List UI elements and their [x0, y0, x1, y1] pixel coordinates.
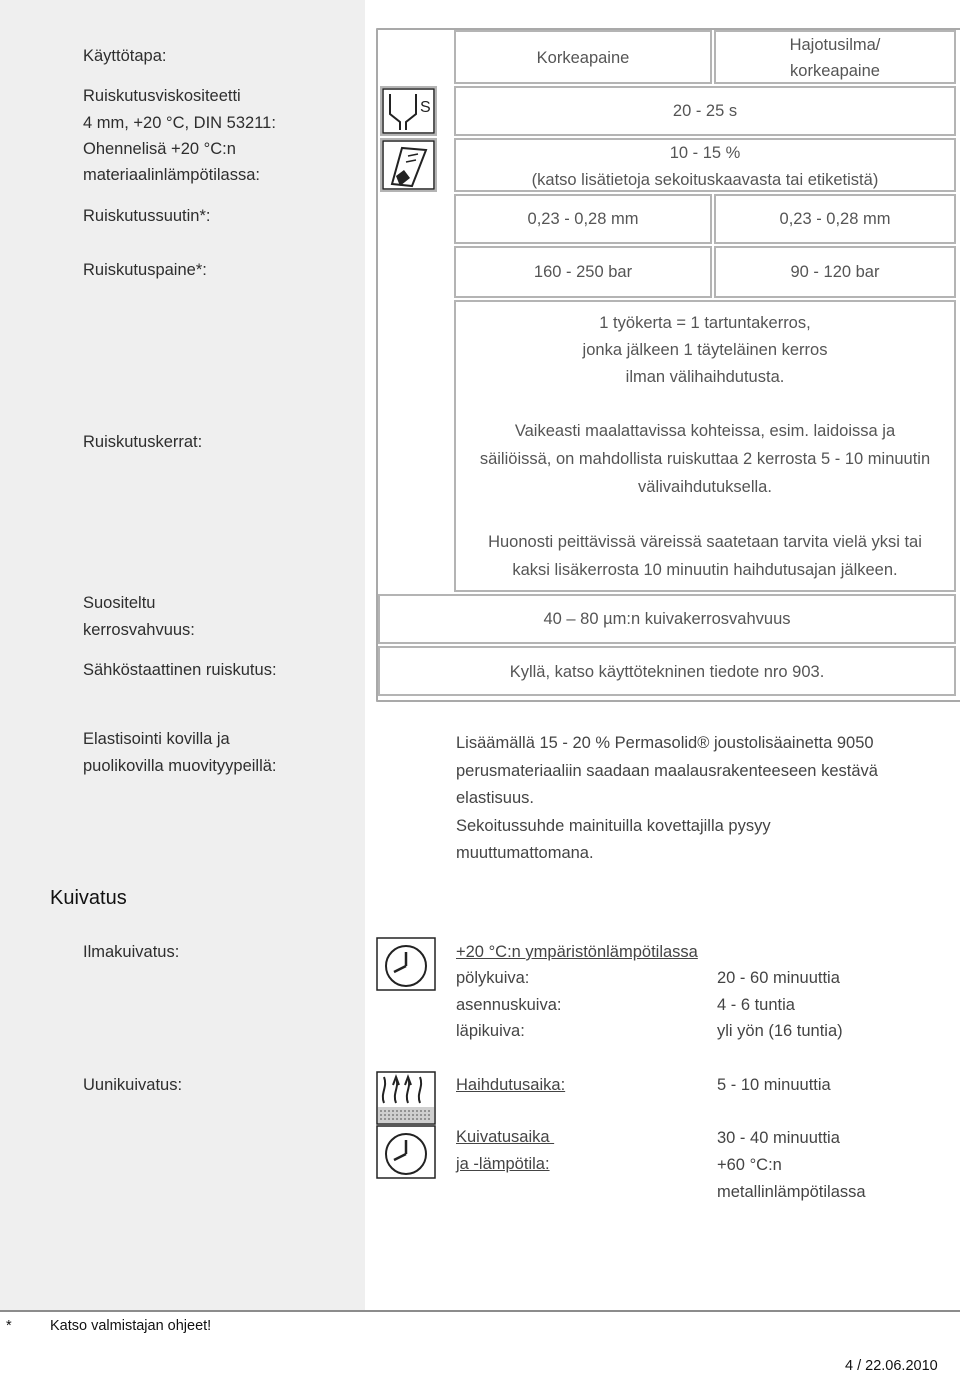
label-suositeltu-2: kerrosvahvuus:	[83, 621, 195, 639]
left-label-panel	[0, 0, 365, 1310]
ilma-value-3: yli yön (16 tuntia)	[717, 1022, 843, 1040]
value-kerrat-5: säiliöissä, on mahdollista ruiskuttaa 2 kerrosta 5 - 10 minuutin	[479, 450, 931, 468]
ilma-label-1: pölykuiva:	[456, 969, 530, 987]
ilma-value-2: 4 - 6 tuntia	[717, 996, 795, 1014]
kuivatus-value-1: 30 - 40 minuuttia	[717, 1129, 840, 1147]
header-cell-hajotusilma	[714, 30, 956, 84]
value-ohennelisa	[456, 140, 954, 193]
cell-paine-2	[714, 246, 956, 298]
cell-viskositeetti	[454, 86, 956, 136]
value-suutin-1: 0,23 - 0,28 mm	[527, 210, 639, 228]
header-hajotusilma-1: Hajotusilma/	[789, 36, 881, 54]
value-viskositeetti: 20 - 25 s	[672, 102, 738, 120]
ilma-heading: +20 °C:n ympäristönlämpötilassa	[456, 943, 698, 961]
viscosity-cup-icon	[382, 88, 435, 134]
oven-clock-icon	[376, 1125, 436, 1179]
value-paine-1: 160 - 250 bar	[533, 263, 633, 281]
elast-line-5: muuttumattomana.	[456, 844, 594, 862]
section-heading-kuivatus: Kuivatus	[50, 887, 127, 909]
label-viskositeetti: Ruiskutusviskositeetti	[83, 87, 241, 105]
value-ohennelisa-1: 10 - 15 %	[669, 144, 741, 162]
label-ilmakuivatus: Ilmakuivatus:	[83, 943, 180, 961]
footer-asterisk: *	[6, 1318, 12, 1334]
value-kerrat-b	[456, 417, 954, 501]
kuivatus-label-2: ja -lämpötila:	[456, 1155, 550, 1173]
ilma-label-3: läpikuiva:	[456, 1022, 525, 1040]
ilma-value-1: 20 - 60 minuuttia	[717, 969, 840, 987]
cell-kerrat	[454, 300, 956, 592]
thinner-icon	[382, 140, 435, 190]
elast-line-3: elastisuus.	[456, 789, 534, 807]
elast-line-1: Lisäämällä 15 - 20 % Permasolid® joustolisäainetta 9050	[456, 734, 874, 752]
label-sahko: Sähköstaattinen ruiskutus:	[83, 661, 277, 679]
flash-off-icon	[376, 1071, 436, 1125]
label-viskositeetti-2: 4 mm, +20 °C, DIN 53211:	[83, 114, 276, 132]
header-hajotusilma	[716, 32, 954, 84]
label-elast: Elastisointi kovilla ja	[83, 730, 230, 748]
kuivatus-value-2: +60 °C:n	[717, 1156, 782, 1174]
cell-paine-1	[454, 246, 712, 298]
footer-note: Katso valmistajan ohjeet!	[50, 1318, 212, 1334]
cell-sahko	[378, 646, 956, 696]
haihdutus-value: 5 - 10 minuuttia	[717, 1076, 831, 1094]
header-cell-korkeapaine	[454, 30, 712, 84]
value-kerrat-8: kaksi lisäkerrosta 10 minuutin haihdutusajan jälkeen.	[512, 561, 898, 579]
elast-line-2: perusmateriaaliin saadaan maalausrakenteeseen kestävä	[456, 761, 878, 780]
ilma-label-2: asennuskuiva:	[456, 996, 562, 1014]
kuivatus-value-3: metallinlämpötilassa	[717, 1183, 866, 1201]
footer-divider	[0, 1310, 960, 1312]
value-kerrat-4: Vaikeasti maalattavissa kohteissa, esim. laidoissa ja	[514, 422, 896, 440]
icon-cell-viscosity	[380, 86, 437, 136]
kuivatus-label-1: Kuivatusaika	[456, 1128, 555, 1146]
value-kerrat-6: välivaihdutuksella.	[638, 478, 772, 496]
label-uunikuivatus: Uunikuivatus:	[83, 1076, 183, 1094]
value-kerrat-7: Huonosti peittävissä väreissä saatetaan tarvita vielä yksi tai	[488, 533, 922, 551]
application-table	[376, 28, 960, 702]
elast-text	[456, 730, 878, 868]
cell-kerrosvahvuus	[378, 594, 956, 644]
svg-text:S: S	[420, 99, 431, 116]
value-kerrat-1: 1 työkerta = 1 tartuntakerros,	[599, 314, 811, 332]
value-kerrat-3: ilman välihaihdutusta.	[625, 368, 785, 386]
value-kerrat-2: jonka jälkeen 1 täyteläinen kerros	[582, 341, 828, 359]
label-kayttotapa: Käyttötapa:	[83, 47, 167, 65]
value-kerrat-c	[456, 528, 954, 584]
label-suutin: Ruiskutussuutin*:	[83, 207, 211, 225]
value-sahko: Kyllä, katso käyttötekninen tiedote nro 903.	[509, 663, 825, 681]
label-paine: Ruiskutuspaine*:	[83, 261, 207, 279]
cell-suutin-2	[714, 194, 956, 244]
elast-line-4: Sekoitussuhde mainituilla kovettajilla pysyy	[456, 816, 771, 835]
label-suositeltu: Suositeltu	[83, 594, 156, 612]
value-ohennelisa-2: (katso lisätietoja sekoituskaavasta tai etiketistä)	[531, 170, 879, 189]
cell-suutin-1	[454, 194, 712, 244]
haihdutus-label: Haihdutusaika:	[456, 1076, 566, 1094]
label-ohennelisa: Ohennelisä +20 °C:n	[83, 140, 236, 158]
label-elast-2: puolikovilla muovityypeillä:	[83, 757, 277, 775]
header-hajotusilma-2: korkeapaine	[790, 62, 880, 81]
page-number: 4 / 22.06.2010	[845, 1358, 938, 1374]
icon-cell-thinner	[380, 138, 437, 192]
value-kerrosvahvuus: 40 – 80 µm:n kuivakerrosvahvuus	[543, 610, 791, 628]
clock-icon	[376, 937, 436, 991]
value-suutin-2: 0,23 - 0,28 mm	[779, 210, 891, 228]
value-paine-2: 90 - 120 bar	[790, 263, 880, 281]
label-kerrat: Ruiskutuskerrat:	[83, 433, 203, 451]
header-korkeapaine: Korkeapaine	[536, 49, 630, 67]
value-kerrat-a	[456, 310, 954, 391]
cell-ohennelisa	[454, 138, 956, 192]
label-ohennelisa-2: materiaalinlämpötilassa:	[83, 166, 260, 184]
